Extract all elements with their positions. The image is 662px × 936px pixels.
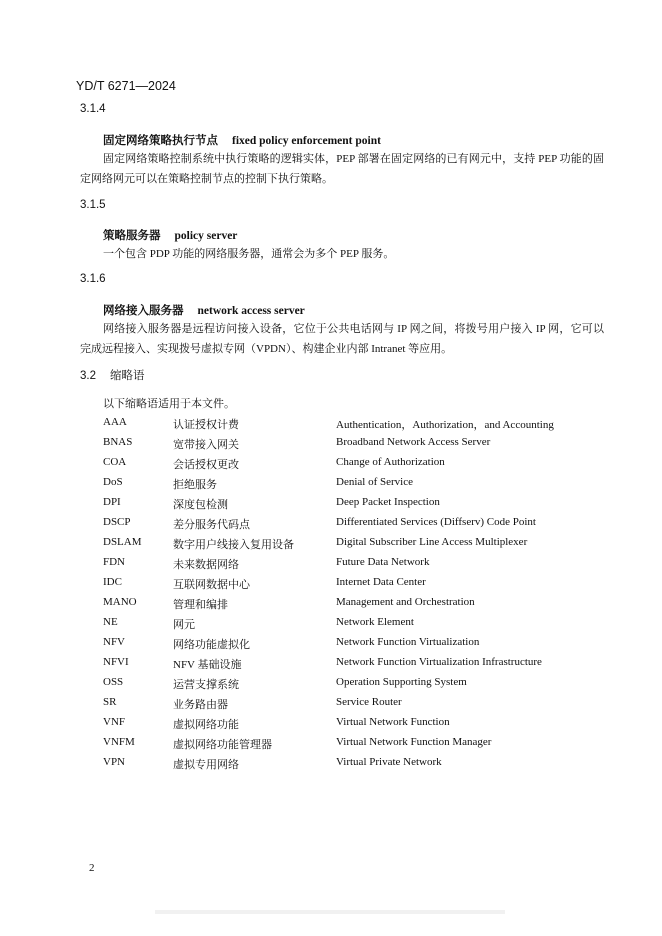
- term-heading: [103, 302, 305, 318]
- abbreviation-english: Internet Data Center: [336, 576, 426, 588]
- abbreviation-row: [0, 656, 662, 676]
- abbreviation-english: Management and Orchestration: [336, 596, 475, 608]
- abbreviation-english: Change of Authorization: [336, 456, 445, 468]
- abbreviation-code: DPI: [103, 496, 121, 508]
- term-definition: 固定网络策略控制系统中执行策略的逻辑实体，PEP 部署在固定网络的已有网元中，支持 PEP 功能的固定网络网元可以在策略控制节点的控制下执行策略。: [80, 153, 604, 185]
- abbreviation-row: [0, 676, 662, 696]
- abbreviation-chinese: 差分服务代码点: [173, 519, 250, 531]
- abbreviation-english: Authentication，Authorization，and Accounting: [336, 419, 554, 431]
- abbreviation-row: [0, 576, 662, 596]
- clause-number: 3.1.6: [80, 273, 106, 285]
- abbreviation-row: [0, 756, 662, 776]
- abbreviation-chinese: 拒绝服务: [173, 479, 217, 491]
- abbreviation-row: [0, 596, 662, 616]
- abbreviation-row: [0, 536, 662, 556]
- footer-watermark: [155, 905, 505, 919]
- abbreviation-row: [0, 436, 662, 456]
- document-header: YD/T 6271—2024: [76, 79, 176, 93]
- clause-number: 3.1.4: [80, 103, 106, 115]
- abbreviation-row: [0, 496, 662, 516]
- abbreviation-english: Service Router: [336, 696, 402, 708]
- abbreviations-intro: 以下缩略语适用于本文件。: [103, 398, 235, 410]
- abbreviation-row: [0, 616, 662, 636]
- abbreviation-code: MANO: [103, 596, 137, 608]
- abbreviation-english: Denial of Service: [336, 476, 413, 488]
- abbreviation-chinese: 网络功能虚拟化: [173, 639, 250, 651]
- abbreviation-row: [0, 636, 662, 656]
- section-number: 3.2: [80, 370, 96, 382]
- abbreviation-chinese: 宽带接入网关: [173, 439, 239, 451]
- abbreviation-code: NE: [103, 616, 118, 628]
- abbreviation-chinese: 会话授权更改: [173, 459, 239, 471]
- abbreviation-code: VNF: [103, 716, 126, 728]
- abbreviation-row: [0, 716, 662, 736]
- abbreviation-row: [0, 456, 662, 476]
- abbreviation-english: Virtual Private Network: [336, 756, 442, 768]
- abbreviation-chinese: 业务路由器: [173, 699, 228, 711]
- clause-number: 3.1.5: [80, 199, 106, 211]
- term-zh: 网络接入服务器: [103, 303, 184, 317]
- abbreviation-chinese: 互联网数据中心: [173, 579, 250, 591]
- abbreviation-row: [0, 516, 662, 536]
- abbreviation-english: Network Function Virtualization Infrastructure: [336, 656, 542, 668]
- term-definition: 一个包含 PDP 功能的网络服务器，通常会为多个 PEP 服务。: [103, 248, 395, 260]
- abbreviation-code: SR: [103, 696, 117, 708]
- term-en: policy server: [174, 230, 238, 242]
- term-en: network access server: [197, 305, 305, 317]
- abbreviation-english: Digital Subscriber Line Access Multiplexer: [336, 536, 528, 548]
- term-zh: 策略服务器: [103, 228, 161, 242]
- abbreviation-code: NFV: [103, 636, 126, 648]
- abbreviation-chinese: 虚拟网络功能管理器: [173, 739, 272, 751]
- abbreviation-english: Virtual Network Function Manager: [336, 736, 492, 748]
- abbreviation-row: [0, 736, 662, 756]
- term-heading: [103, 227, 237, 243]
- abbreviation-code: COA: [103, 456, 127, 468]
- term-zh: 固定网络策略执行节点: [103, 133, 218, 147]
- abbreviation-code: VNFM: [103, 736, 135, 748]
- abbreviation-code: VPN: [103, 756, 126, 768]
- abbreviation-chinese: NFV 基础设施: [173, 659, 242, 671]
- abbreviation-code: AAA: [103, 416, 127, 428]
- abbreviation-chinese: 运营支撑系统: [173, 679, 239, 691]
- abbreviation-chinese: 虚拟网络功能: [173, 719, 239, 731]
- term-heading: [103, 132, 381, 148]
- term-en: fixed policy enforcement point: [232, 135, 381, 147]
- abbreviation-code: BNAS: [103, 436, 133, 448]
- section-title: 缩略语: [110, 370, 145, 382]
- abbreviation-english: Virtual Network Function: [336, 716, 450, 728]
- abbreviation-code: FDN: [103, 556, 126, 568]
- abbreviation-english: Network Function Virtualization: [336, 636, 480, 648]
- abbreviation-english: Network Element: [336, 616, 414, 628]
- abbreviation-code: DSLAM: [103, 536, 142, 548]
- abbreviation-row: [0, 696, 662, 716]
- abbreviation-chinese: 数字用户线接入复用设备: [173, 539, 294, 551]
- abbreviation-chinese: 深度包检测: [173, 499, 228, 511]
- section-heading: [80, 367, 145, 383]
- abbreviation-code: IDC: [103, 576, 122, 588]
- abbreviation-english: Operation Supporting System: [336, 676, 467, 688]
- term-definition: 网络接入服务器是远程访问接入设备，它位于公共电话网与 IP 网之间，将拨号用户接入 IP 网，它可以完成远程接入、实现拨号虚拟专网（VPDN）、构建企业内部 Intranet 等应用。: [80, 323, 604, 355]
- abbreviation-row: [0, 476, 662, 496]
- abbreviation-code: OSS: [103, 676, 124, 688]
- abbreviation-code: NFVI: [103, 656, 129, 668]
- abbreviation-row: [0, 556, 662, 576]
- abbreviation-chinese: 认证授权计费: [173, 419, 239, 431]
- abbreviation-code: DSCP: [103, 516, 131, 528]
- abbreviation-english: Future Data Network: [336, 556, 430, 568]
- abbreviation-chinese: 网元: [173, 619, 195, 631]
- abbreviation-chinese: 未来数据网络: [173, 559, 239, 571]
- abbreviation-english: Differentiated Services (Diffserv) Code Point: [336, 516, 536, 528]
- abbreviation-chinese: 虚拟专用网络: [173, 759, 239, 771]
- abbreviation-row: [0, 416, 662, 436]
- abbreviation-english: Deep Packet Inspection: [336, 496, 440, 508]
- abbreviation-english: Broadband Network Access Server: [336, 436, 491, 448]
- abbreviation-chinese: 管理和编排: [173, 599, 228, 611]
- abbreviation-code: DoS: [103, 476, 123, 488]
- page-number: 2: [89, 862, 95, 874]
